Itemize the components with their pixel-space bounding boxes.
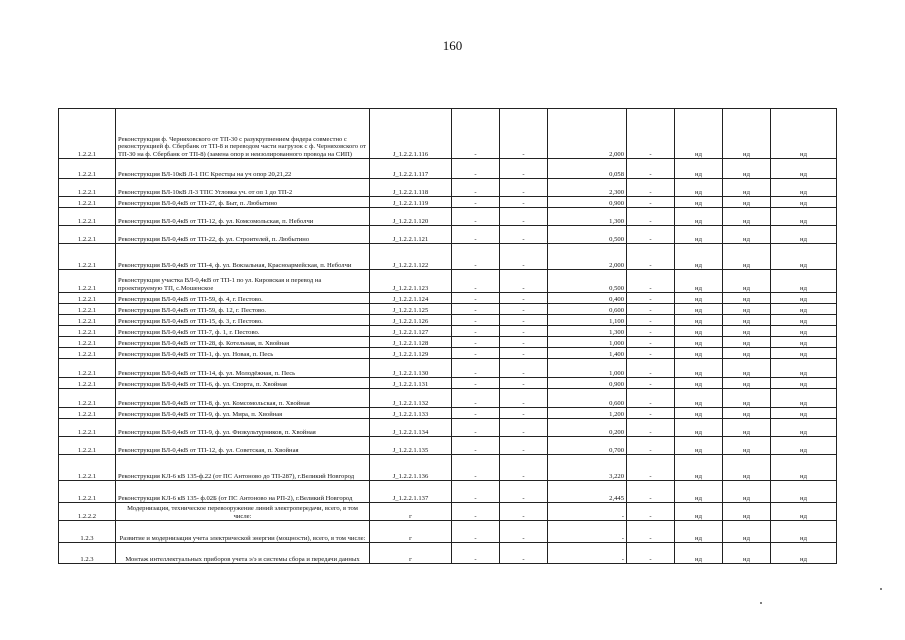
row-code: 1.2.2.1 bbox=[59, 293, 116, 304]
table-row bbox=[59, 293, 837, 304]
row-name: Реконструкция ВЛ-0,4кВ от ТП-4, ф. ул. Вокзальная, Красноармейская, п. Неболчи bbox=[116, 244, 370, 270]
row-code: 1.2.2.1 bbox=[59, 348, 116, 359]
table-row bbox=[59, 337, 837, 348]
row-col7: - bbox=[627, 226, 675, 244]
row-col9: нд bbox=[723, 521, 771, 543]
row-value: 0,600 bbox=[548, 389, 627, 408]
table-row bbox=[59, 543, 837, 564]
row-col7: - bbox=[627, 179, 675, 197]
row-col5: - bbox=[500, 521, 548, 543]
row-col7: - bbox=[627, 244, 675, 270]
row-value: 1,300 bbox=[548, 326, 627, 337]
row-col9: нд bbox=[723, 543, 771, 564]
row-col5: - bbox=[500, 337, 548, 348]
row-col5: - bbox=[500, 159, 548, 179]
row-col7: - bbox=[627, 481, 675, 503]
row-id: J_1.2.2.1.134 bbox=[370, 419, 452, 437]
row-value: 0,900 bbox=[548, 197, 627, 208]
table-row bbox=[59, 521, 837, 543]
row-name: Реконструкция ВЛ-0,4кВ от ТП-12, ф. ул. Комсомольская, п. Неболчи bbox=[116, 208, 370, 226]
row-name: Реконструкция ВЛ-0,4кВ от ТП-28, ф. Котельная, п. Хвойная bbox=[116, 337, 370, 348]
table-row bbox=[59, 270, 837, 293]
row-name: Реконструкция ВЛ-0,4кВ от ТП-12, ф. ул. Советская, п. Хвойная bbox=[116, 437, 370, 455]
row-col8: нд bbox=[675, 326, 723, 337]
row-name: Реконструкция ВЛ-0,4кВ от ТП-15, ф. 3, г. Пестово. bbox=[116, 315, 370, 326]
row-col7: - bbox=[627, 159, 675, 179]
table-row bbox=[59, 197, 837, 208]
row-col7: - bbox=[627, 315, 675, 326]
row-value: 2,300 bbox=[548, 179, 627, 197]
row-name: Реконструкция ВЛ-0,4кВ от ТП-8, ф. ул. Комсомольская, п. Хвойная bbox=[116, 389, 370, 408]
row-col7: - bbox=[627, 521, 675, 543]
row-code: 1.2.2.1 bbox=[59, 378, 116, 389]
row-col7: - bbox=[627, 304, 675, 315]
row-col7: - bbox=[627, 109, 675, 159]
row-col10: нд bbox=[771, 348, 837, 359]
row-col5: - bbox=[500, 109, 548, 159]
row-col4: - bbox=[452, 293, 500, 304]
row-name: Реконструкция ВЛ-10кВ Л-1 ПС Крестцы на уч опор 20,21,22 bbox=[116, 159, 370, 179]
row-name: Реконструкция ВЛ-10кВ Л-3 ТПС Угловка уч. от оп 1 до ТП-2 bbox=[116, 179, 370, 197]
row-col9: нд bbox=[723, 226, 771, 244]
row-id: J_1.2.2.1.116 bbox=[370, 109, 452, 159]
row-name: Модернизация, техническое перевооружение линий электропередачи, всего, в том числе: bbox=[116, 503, 370, 521]
table-row bbox=[59, 455, 837, 481]
row-col10: нд bbox=[771, 481, 837, 503]
row-name: Реконструкция участка ВЛ-0,4кВ от ТП-1 по ул. Кировская и перевод на проектируемую ТП, с.Мошенское bbox=[116, 270, 370, 293]
row-col5: - bbox=[500, 408, 548, 419]
row-col10: нд bbox=[771, 109, 837, 159]
row-code: 1.2.3 bbox=[59, 521, 116, 543]
row-value: 0,500 bbox=[548, 226, 627, 244]
row-code: 1.2.2.1 bbox=[59, 244, 116, 270]
row-col5: - bbox=[500, 304, 548, 315]
row-col10: нд bbox=[771, 208, 837, 226]
row-col5: - bbox=[500, 543, 548, 564]
row-col7: - bbox=[627, 337, 675, 348]
row-col4: - bbox=[452, 337, 500, 348]
row-col10: нд bbox=[771, 378, 837, 389]
row-col8: нд bbox=[675, 503, 723, 521]
row-col10: нд bbox=[771, 304, 837, 315]
row-id: J_1.2.2.1.118 bbox=[370, 179, 452, 197]
row-col7: - bbox=[627, 389, 675, 408]
row-col10: нд bbox=[771, 326, 837, 337]
row-col10: нд bbox=[771, 159, 837, 179]
row-value: - bbox=[548, 521, 627, 543]
row-col9: нд bbox=[723, 179, 771, 197]
row-code: 1.2.2.1 bbox=[59, 208, 116, 226]
table-row bbox=[59, 244, 837, 270]
row-col10: нд bbox=[771, 315, 837, 326]
scan-speck bbox=[760, 602, 762, 604]
row-name: Реконструкция ВЛ-0,4кВ от ТП-7, ф. 1, г. Пестово. bbox=[116, 326, 370, 337]
row-col7: - bbox=[627, 378, 675, 389]
row-col10: нд bbox=[771, 226, 837, 244]
row-col10: нд bbox=[771, 521, 837, 543]
row-name: Реконструкция ВЛ-0,4кВ от ТП-59, ф. 12, г. Пестово. bbox=[116, 304, 370, 315]
row-col4: - bbox=[452, 226, 500, 244]
row-id: J_1.2.2.1.137 bbox=[370, 481, 452, 503]
row-name: Реконструкция ВЛ-0,4кВ от ТП-14, ф. ул. Молодёжная, п. Песь bbox=[116, 359, 370, 378]
row-name: Реконструкция ВЛ-0,4кВ от ТП-1, ф. ул. Новая, п. Песь bbox=[116, 348, 370, 359]
row-col10: нд bbox=[771, 197, 837, 208]
row-col5: - bbox=[500, 378, 548, 389]
row-col9: нд bbox=[723, 419, 771, 437]
row-col5: - bbox=[500, 197, 548, 208]
row-col4: - bbox=[452, 315, 500, 326]
row-col4: - bbox=[452, 244, 500, 270]
row-value: 0,500 bbox=[548, 270, 627, 293]
row-id: J_1.2.2.1.129 bbox=[370, 348, 452, 359]
row-name: Реконструкция КЛ-6 кВ 135-ф.22 (от ПС Антоново до ТП-287), г.Великий Новгород bbox=[116, 455, 370, 481]
row-col5: - bbox=[500, 293, 548, 304]
row-col9: нд bbox=[723, 378, 771, 389]
row-col4: - bbox=[452, 419, 500, 437]
row-code: 1.2.2.1 bbox=[59, 408, 116, 419]
row-col9: нд bbox=[723, 304, 771, 315]
row-col8: нд bbox=[675, 315, 723, 326]
table-row bbox=[59, 304, 837, 315]
row-id: J_1.2.2.1.126 bbox=[370, 315, 452, 326]
row-col4: - bbox=[452, 270, 500, 293]
row-col4: - bbox=[452, 304, 500, 315]
row-code: 1.2.2.1 bbox=[59, 179, 116, 197]
row-col8: нд bbox=[675, 359, 723, 378]
row-value: 0,058 bbox=[548, 159, 627, 179]
row-value: - bbox=[548, 503, 627, 521]
row-col4: - bbox=[452, 503, 500, 521]
row-col4: - bbox=[452, 208, 500, 226]
row-value: - bbox=[548, 543, 627, 564]
row-code: 1.2.2.1 bbox=[59, 481, 116, 503]
row-id: J_1.2.2.1.124 bbox=[370, 293, 452, 304]
table-row bbox=[59, 179, 837, 197]
row-col8: нд bbox=[675, 481, 723, 503]
row-code: 1.2.2.1 bbox=[59, 226, 116, 244]
row-code: 1.2.3 bbox=[59, 543, 116, 564]
row-col4: - bbox=[452, 455, 500, 481]
row-col8: нд bbox=[675, 378, 723, 389]
table-row bbox=[59, 437, 837, 455]
table-row bbox=[59, 109, 837, 159]
row-code: 1.2.2.1 bbox=[59, 455, 116, 481]
table-row bbox=[59, 348, 837, 359]
row-col5: - bbox=[500, 326, 548, 337]
row-col7: - bbox=[627, 293, 675, 304]
row-col4: - bbox=[452, 481, 500, 503]
table-row bbox=[59, 389, 837, 408]
row-col5: - bbox=[500, 244, 548, 270]
row-col9: нд bbox=[723, 270, 771, 293]
row-name: Монтаж интеллектуальных приборов учета э/э и системы сбора и передачи данных bbox=[116, 543, 370, 564]
row-col9: нд bbox=[723, 315, 771, 326]
row-code: 1.2.2.1 bbox=[59, 109, 116, 159]
row-col5: - bbox=[500, 359, 548, 378]
row-id: J_1.2.2.1.130 bbox=[370, 359, 452, 378]
row-col8: нд bbox=[675, 419, 723, 437]
row-col7: - bbox=[627, 197, 675, 208]
row-col8: нд bbox=[675, 293, 723, 304]
row-col8: нд bbox=[675, 337, 723, 348]
table-body bbox=[59, 109, 837, 564]
row-name: Реконструкция ВЛ-0,4кВ от ТП-6, ф. ул. Спорта, п. Хвойная bbox=[116, 378, 370, 389]
row-col4: - bbox=[452, 543, 500, 564]
row-name: Реконструкция ВЛ-0,4кВ от ТП-27, ф. Быт, п. Любытино bbox=[116, 197, 370, 208]
row-col4: - bbox=[452, 389, 500, 408]
row-col5: - bbox=[500, 503, 548, 521]
table-row bbox=[59, 359, 837, 378]
row-col8: нд bbox=[675, 226, 723, 244]
row-code: 1.2.2.1 bbox=[59, 437, 116, 455]
row-code: 1.2.2.1 bbox=[59, 359, 116, 378]
row-col5: - bbox=[500, 270, 548, 293]
row-col4: - bbox=[452, 109, 500, 159]
row-code: 1.2.2.1 bbox=[59, 419, 116, 437]
row-id: J_1.2.2.1.132 bbox=[370, 389, 452, 408]
row-id: J_1.2.2.1.128 bbox=[370, 337, 452, 348]
row-value: 2,000 bbox=[548, 109, 627, 159]
row-col7: - bbox=[627, 543, 675, 564]
row-code: 1.2.2.1 bbox=[59, 389, 116, 408]
row-id: J_1.2.2.1.131 bbox=[370, 378, 452, 389]
row-code: 1.2.2.2 bbox=[59, 503, 116, 521]
row-id: J_1.2.2.1.122 bbox=[370, 244, 452, 270]
row-col4: - bbox=[452, 521, 500, 543]
table-row bbox=[59, 378, 837, 389]
row-value: 0,200 bbox=[548, 419, 627, 437]
row-col8: нд bbox=[675, 109, 723, 159]
row-id: J_1.2.2.1.120 bbox=[370, 208, 452, 226]
row-col7: - bbox=[627, 208, 675, 226]
row-col10: нд bbox=[771, 359, 837, 378]
row-code: 1.2.2.1 bbox=[59, 304, 116, 315]
row-id: J_1.2.2.1.125 bbox=[370, 304, 452, 315]
row-col10: нд bbox=[771, 244, 837, 270]
row-name: Реконструкция ф. Черняховского от ТП-30 с разукрупнением фидера совместно с реконструкцией ф. Сбербанк от ТП-8 и переводом части нагрузок с ф. Черняховского от ТП-30 на ф. Сбербанк от ТП-8) (замена опор и неизолированного провода на СИП) bbox=[116, 109, 370, 159]
row-col7: - bbox=[627, 419, 675, 437]
row-col10: нд bbox=[771, 419, 837, 437]
row-col8: нд bbox=[675, 208, 723, 226]
row-col9: нд bbox=[723, 455, 771, 481]
row-col9: нд bbox=[723, 337, 771, 348]
row-col5: - bbox=[500, 481, 548, 503]
row-value: 2,445 bbox=[548, 481, 627, 503]
row-col5: - bbox=[500, 389, 548, 408]
row-col4: - bbox=[452, 159, 500, 179]
row-id: J_1.2.2.1.123 bbox=[370, 270, 452, 293]
row-col4: - bbox=[452, 359, 500, 378]
row-col9: нд bbox=[723, 197, 771, 208]
row-name: Реконструкция ВЛ-0,4кВ от ТП-22, ф. ул. Строителей, п. Любытино bbox=[116, 226, 370, 244]
row-col10: нд bbox=[771, 503, 837, 521]
table-row bbox=[59, 481, 837, 503]
row-col7: - bbox=[627, 348, 675, 359]
row-id: J_1.2.2.1.135 bbox=[370, 437, 452, 455]
row-col5: - bbox=[500, 455, 548, 481]
table-row bbox=[59, 326, 837, 337]
row-col9: нд bbox=[723, 244, 771, 270]
row-col7: - bbox=[627, 270, 675, 293]
row-col5: - bbox=[500, 348, 548, 359]
row-col10: нд bbox=[771, 389, 837, 408]
table-row bbox=[59, 315, 837, 326]
row-code: 1.2.2.1 bbox=[59, 270, 116, 293]
row-col8: нд bbox=[675, 543, 723, 564]
row-col7: - bbox=[627, 503, 675, 521]
row-col8: нд bbox=[675, 197, 723, 208]
row-col5: - bbox=[500, 437, 548, 455]
row-col9: нд bbox=[723, 208, 771, 226]
row-value: 1,000 bbox=[548, 359, 627, 378]
row-value: 0,700 bbox=[548, 437, 627, 455]
row-code: 1.2.2.1 bbox=[59, 337, 116, 348]
row-value: 3,220 bbox=[548, 455, 627, 481]
row-col5: - bbox=[500, 226, 548, 244]
row-col9: нд bbox=[723, 159, 771, 179]
page-number: 160 bbox=[442, 38, 463, 53]
row-col8: нд bbox=[675, 437, 723, 455]
investment-table bbox=[58, 108, 837, 564]
table-row bbox=[59, 226, 837, 244]
row-code: 1.2.2.1 bbox=[59, 159, 116, 179]
row-col4: - bbox=[452, 197, 500, 208]
row-code: 1.2.2.1 bbox=[59, 197, 116, 208]
row-value: 1,200 bbox=[548, 408, 627, 419]
row-col10: нд bbox=[771, 408, 837, 419]
row-col5: - bbox=[500, 419, 548, 437]
row-col8: нд bbox=[675, 348, 723, 359]
table-row bbox=[59, 408, 837, 419]
row-col8: нд bbox=[675, 304, 723, 315]
row-col8: нд bbox=[675, 244, 723, 270]
row-col4: - bbox=[452, 326, 500, 337]
row-col8: нд bbox=[675, 455, 723, 481]
row-value: 0,600 bbox=[548, 304, 627, 315]
row-col7: - bbox=[627, 437, 675, 455]
row-value: 0,400 bbox=[548, 293, 627, 304]
row-col10: нд bbox=[771, 293, 837, 304]
scan-speck bbox=[880, 588, 882, 590]
row-col7: - bbox=[627, 326, 675, 337]
table-row bbox=[59, 159, 837, 179]
row-name: Развитие и модернизация учета электрической энергии (мощности), всего, в том числе: bbox=[116, 521, 370, 543]
row-col10: нд bbox=[771, 270, 837, 293]
row-col4: - bbox=[452, 437, 500, 455]
row-name: Реконструкция ВЛ-0,4кВ от ТП-9, ф. ул. Физкультурников, п. Хвойная bbox=[116, 419, 370, 437]
row-col8: нд bbox=[675, 270, 723, 293]
row-col9: нд bbox=[723, 503, 771, 521]
row-id: J_1.2.2.1.121 bbox=[370, 226, 452, 244]
row-col9: нд bbox=[723, 408, 771, 419]
row-col8: нд bbox=[675, 159, 723, 179]
row-code: 1.2.2.1 bbox=[59, 326, 116, 337]
row-col4: - bbox=[452, 179, 500, 197]
row-col8: нд bbox=[675, 179, 723, 197]
row-value: 1,300 bbox=[548, 208, 627, 226]
table-row bbox=[59, 419, 837, 437]
row-col5: - bbox=[500, 315, 548, 326]
row-col8: нд bbox=[675, 408, 723, 419]
row-col9: нд bbox=[723, 109, 771, 159]
row-col4: - bbox=[452, 408, 500, 419]
row-code: 1.2.2.1 bbox=[59, 315, 116, 326]
row-value: 1,000 bbox=[548, 337, 627, 348]
row-col9: нд bbox=[723, 389, 771, 408]
row-col10: нд bbox=[771, 455, 837, 481]
row-value: 1,400 bbox=[548, 348, 627, 359]
row-col9: нд bbox=[723, 293, 771, 304]
row-col10: нд bbox=[771, 437, 837, 455]
row-id: J_1.2.2.1.117 bbox=[370, 159, 452, 179]
row-col7: - bbox=[627, 359, 675, 378]
table-row bbox=[59, 503, 837, 521]
row-name: Реконструкция ВЛ-0,4кВ от ТП-59, ф. 4, г. Пестово. bbox=[116, 293, 370, 304]
row-col8: нд bbox=[675, 389, 723, 408]
row-col9: нд bbox=[723, 326, 771, 337]
table-row bbox=[59, 208, 837, 226]
row-col4: - bbox=[452, 348, 500, 359]
row-col9: нд bbox=[723, 348, 771, 359]
row-value: 1,100 bbox=[548, 315, 627, 326]
row-id: г bbox=[370, 521, 452, 543]
row-col5: - bbox=[500, 179, 548, 197]
row-id: J_1.2.2.1.127 bbox=[370, 326, 452, 337]
row-id: J_1.2.2.1.136 bbox=[370, 455, 452, 481]
row-value: 2,000 bbox=[548, 244, 627, 270]
row-col9: нд bbox=[723, 359, 771, 378]
row-col4: - bbox=[452, 378, 500, 389]
row-col7: - bbox=[627, 455, 675, 481]
row-id: J_1.2.2.1.119 bbox=[370, 197, 452, 208]
row-col10: нд bbox=[771, 337, 837, 348]
row-id: J_1.2.2.1.133 bbox=[370, 408, 452, 419]
row-col10: нд bbox=[771, 179, 837, 197]
row-col9: нд bbox=[723, 437, 771, 455]
row-name: Реконструкция КЛ-6 кВ 135- ф.02Б (от ПС Антоново на РП-2), г.Великий Новгород bbox=[116, 481, 370, 503]
row-col5: - bbox=[500, 208, 548, 226]
row-col8: нд bbox=[675, 521, 723, 543]
row-col9: нд bbox=[723, 481, 771, 503]
row-id: г bbox=[370, 543, 452, 564]
row-value: 0,900 bbox=[548, 378, 627, 389]
row-name: Реконструкция ВЛ-0,4кВ от ТП-9, ф. ул. Мира, п. Хвойная bbox=[116, 408, 370, 419]
row-id: г bbox=[370, 503, 452, 521]
row-col10: нд bbox=[771, 543, 837, 564]
row-col7: - bbox=[627, 408, 675, 419]
